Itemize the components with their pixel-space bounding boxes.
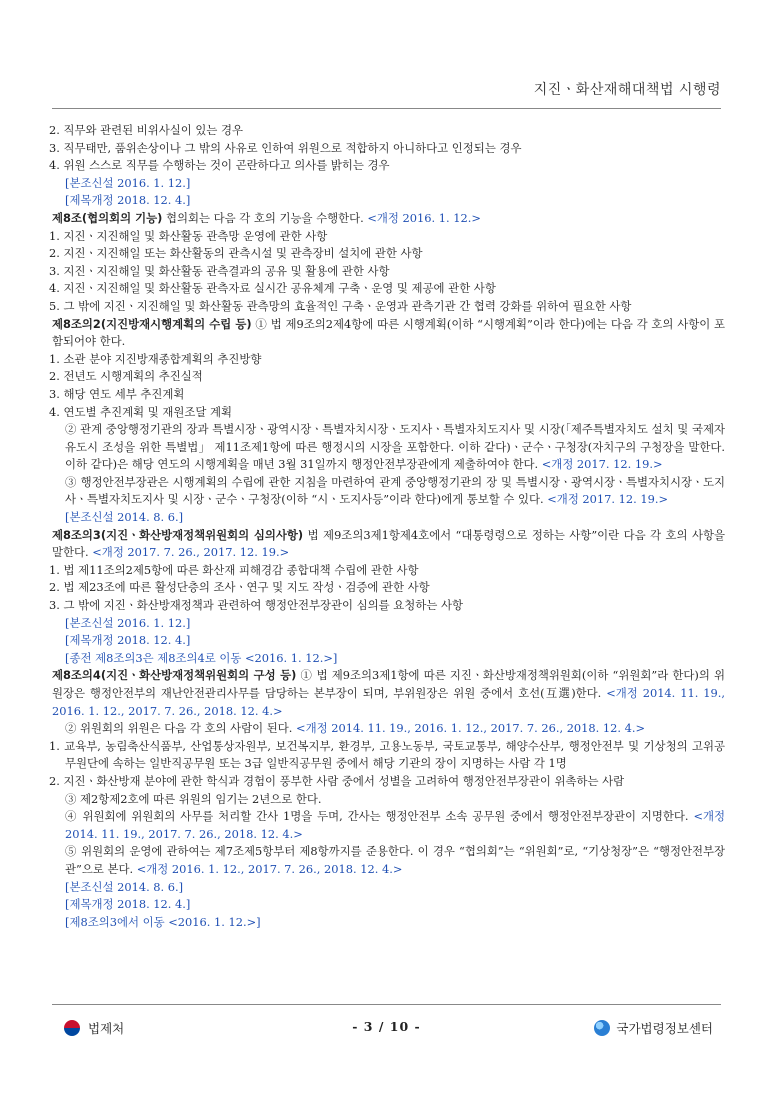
list-item-text: 2. 지진ㆍ지진해일 또는 화산활동의 관측시설 및 관측장비 설치에 관한 사항 bbox=[49, 246, 423, 261]
list-item bbox=[49, 368, 725, 386]
amendment-note: <개정 2017. 12. 19.> bbox=[541, 457, 663, 472]
history-note: [제목개정 2018. 12. 4.] bbox=[65, 193, 191, 208]
clause-text: ② 관계 중앙행정기관의 장과 특별시장ㆍ광역시장ㆍ특별자치시장ㆍ도지사ㆍ특별자치도지사 및 시장(「제주특별자치도 설치 및 국제자유도시 조성을 위한 특별법」 제11조제1항에 따른 행정시의 시장을 포함한다. 이하 같다)ㆍ군수ㆍ구청장(자치구의 구청장을 말한다. 이하 같다)은 해당 연도의 시행계획을 매년 3월 31일까지 행정안전부장관에게 제출하여야 한다. bbox=[65, 422, 725, 472]
list-item-text: 2. 전년도 시행계획의 추진실적 bbox=[49, 369, 203, 384]
clause-paragraph bbox=[52, 720, 725, 738]
list-item bbox=[49, 140, 725, 158]
article-heading: 제8조의3(지진ㆍ화산방재정책위원회의 심의사항) bbox=[52, 527, 304, 542]
article-text: 법 제9조의3제1항제4호에서 “대통령령으로 정하는 사항”이란 다음 각 호의 사항을 말한다. bbox=[52, 527, 726, 560]
list-item bbox=[49, 597, 725, 615]
clause-paragraph bbox=[52, 474, 725, 509]
list-item-text: 3. 그 밖에 지진ㆍ화산방재정책과 관련하여 행정안전부장관이 심의를 요청하는 사항 bbox=[49, 598, 463, 613]
footer-right bbox=[594, 1019, 713, 1037]
amendment-note: <개정 2017. 7. 26., 2017. 12. 19.> bbox=[92, 545, 290, 560]
list-item bbox=[49, 122, 725, 140]
history-note: [본조신설 2014. 8. 6.] bbox=[65, 510, 184, 525]
list-item bbox=[49, 298, 725, 316]
history-note: [본조신설 2016. 1. 12.] bbox=[65, 175, 191, 190]
article-heading: 제8조의2(지진방재시행계획의 수립 등) bbox=[52, 316, 252, 331]
history-note: [제목개정 2018. 12. 4.] bbox=[65, 633, 191, 648]
page-footer bbox=[52, 1004, 721, 1045]
list-item-text: 2. 직무와 관련된 비위사실이 있는 경우 bbox=[49, 123, 244, 137]
list-item-text: 3. 직무태만, 품위손상이나 그 밖의 사유로 인하여 위원으로 적합하지 아니하다고 인정되는 경우 bbox=[49, 140, 522, 155]
article-heading: 제8조의4(지진ㆍ화산방재정책위원회의 구성 등) bbox=[52, 668, 297, 683]
list-item-text: 1. 교육부, 농림축산식품부, 산업통상자원부, 보건복지부, 환경부, 고용노동부, 국토교통부, 해양수산부, 행정안전부 및 기상청의 고위공무원단에 속하는 일반직공무원 또는 3급 일반직공무원 중에서 해당 기관의 장이 지명하는 사람 각 1명 bbox=[49, 738, 725, 771]
law-info-center-logo-icon bbox=[594, 1020, 610, 1036]
page-header bbox=[52, 0, 721, 109]
article-text: ① 법 제9조의2제4항에 따른 시행계획(이하 “시행계획”이라 한다)에는 다음 각 호의 사항이 포함되어야 한다. bbox=[52, 316, 726, 349]
article-heading: 제8조(협의회의 기능) bbox=[52, 210, 163, 225]
article-paragraph bbox=[52, 667, 725, 720]
list-item-text: 4. 위원 스스로 직무를 수행하는 것이 곤란하다고 의사를 밝히는 경우 bbox=[49, 158, 390, 173]
history-note: [본조신설 2014. 8. 6.] bbox=[65, 879, 184, 894]
clause-text: ③ 행정안전부장관은 시행계획의 수립에 관한 지침을 마련하여 관계 중앙행정기관의 장 및 특별시장ㆍ광역시장ㆍ특별자치시장ㆍ도지사ㆍ특별자치도지사 및 시장ㆍ군수ㆍ구청장(이하 “시ㆍ도지사등”이라 한다)에게 통보할 수 있다. bbox=[65, 474, 725, 507]
clause-paragraph bbox=[52, 808, 725, 843]
clause-text: ⑤ 위원회의 운영에 관하여는 제7조제5항부터 제8항까지를 준용한다. 이 경우 “협의회”는 “위원회”로, “기상청장”은 “행정안전부장관”으로 본다. bbox=[65, 844, 725, 876]
list-item-text: 1. 소관 분야 지진방재종합계획의 추진방향 bbox=[49, 351, 262, 366]
article-text: ① 법 제9조의3제1항에 따른 지진ㆍ화산방재정책위원회(이하 “위원회”라 한다)의 위원장은 행정안전부의 재난안전관리사무를 담당하는 본부장이 되며, 부위원장은 위원 중에서 호선(互選)한다. bbox=[52, 668, 725, 700]
amendment-note: <개정 2014. 11. 19., 2017. 7. 26., 2018. 12. 4.> bbox=[65, 809, 725, 841]
history-note: [본조신설 2016. 1. 12.] bbox=[65, 615, 191, 630]
list-item bbox=[49, 579, 725, 597]
footer-right-label: 국가법령정보센터 bbox=[616, 1021, 713, 1036]
amendment-note: <개정 2014. 11. 19., 2016. 1. 12., 2017. 7. 26., 2018. 12. 4.> bbox=[52, 686, 726, 718]
list-item bbox=[49, 562, 725, 580]
list-item bbox=[49, 228, 725, 246]
list-item bbox=[49, 773, 725, 791]
clause-paragraph bbox=[52, 791, 725, 809]
article-paragraph bbox=[52, 527, 725, 562]
list-item-text: 2. 법 제23조에 따른 활성단층의 조사ㆍ연구 및 지도 작성ㆍ검증에 관한 사항 bbox=[49, 580, 430, 595]
history-note: [종전 제8조의3은 제8조의4로 이동 <2016. 1. 12.>] bbox=[65, 650, 338, 665]
clause-paragraph bbox=[52, 843, 725, 878]
footer-left-label: 법제처 bbox=[88, 1021, 125, 1036]
clause-text: ④ 위원회에 위원회의 사무를 처리할 간사 1명을 두며, 간사는 행정안전부 소속 공무원 중에서 행정안전부장관이 지명한다. bbox=[65, 809, 694, 824]
amendment-note: <개정 2016. 1. 12., 2017. 7. 26., 2018. 12. 4.> bbox=[136, 861, 403, 876]
article-text: 협의회는 다음 각 호의 기능을 수행한다. bbox=[162, 210, 368, 225]
clause-text: ② 위원회의 위원은 다음 각 호의 사람이 된다. bbox=[65, 721, 297, 736]
page-number: - 3 / 10 - bbox=[352, 1019, 421, 1034]
amendment-note: <개정 2016. 1. 12.> bbox=[367, 210, 481, 225]
document-title: 지진ㆍ화산재해대책법 시행령 bbox=[533, 82, 721, 98]
list-item bbox=[49, 245, 725, 263]
list-item-text: 4. 지진ㆍ지진해일 및 화산활동 관측자료 실시간 공유체계 구축ㆍ운영 및 제공에 관한 사항 bbox=[49, 281, 496, 296]
list-item bbox=[49, 263, 725, 281]
clause-text: ③ 제2항제2호에 따른 위원의 임기는 2년으로 한다. bbox=[65, 791, 322, 806]
list-item bbox=[49, 386, 725, 404]
amendment-note: <개정 2014. 11. 19., 2016. 1. 12., 2017. 7. 26., 2018. 12. 4.> bbox=[296, 721, 646, 736]
list-item-text: 3. 해당 연도 세부 추진계획 bbox=[49, 386, 185, 401]
list-item bbox=[49, 351, 725, 369]
amendment-note: <개정 2017. 12. 19.> bbox=[547, 492, 669, 507]
list-item bbox=[49, 738, 725, 773]
document-body bbox=[49, 122, 726, 931]
article-paragraph bbox=[52, 210, 725, 228]
list-item bbox=[49, 280, 725, 298]
clause-paragraph bbox=[52, 421, 725, 474]
list-item-text: 4. 연도별 추진계획 및 재원조달 계획 bbox=[49, 404, 233, 419]
list-item-text: 2. 지진ㆍ화산방재 분야에 관한 학식과 경험이 풍부한 사람 중에서 성별을 고려하여 행정안전부장관이 위촉하는 사람 bbox=[49, 773, 625, 788]
list-item-text: 5. 그 밖에 지진ㆍ지진해일 및 화산활동 관측망의 효율적인 구축ㆍ운영과 관측기관 간 협력 강화를 위하여 필요한 사항 bbox=[49, 298, 632, 313]
list-item-text: 1. 지진ㆍ지진해일 및 화산활동 관측망 운영에 관한 사항 bbox=[49, 228, 328, 243]
list-item-text: 3. 지진ㆍ지진해일 및 화산활동 관측결과의 공유 및 활용에 관한 사항 bbox=[49, 263, 390, 278]
history-note: [제목개정 2018. 12. 4.] bbox=[65, 897, 191, 912]
list-item bbox=[49, 404, 725, 422]
list-item-text: 1. 법 제11조의2제5항에 따른 화산재 피해경감 종합대책 수립에 관한 사항 bbox=[49, 562, 419, 577]
list-item bbox=[49, 157, 725, 175]
history-note: [제8조의3에서 이동 <2016. 1. 12.>] bbox=[65, 914, 261, 929]
article-paragraph bbox=[52, 316, 725, 351]
